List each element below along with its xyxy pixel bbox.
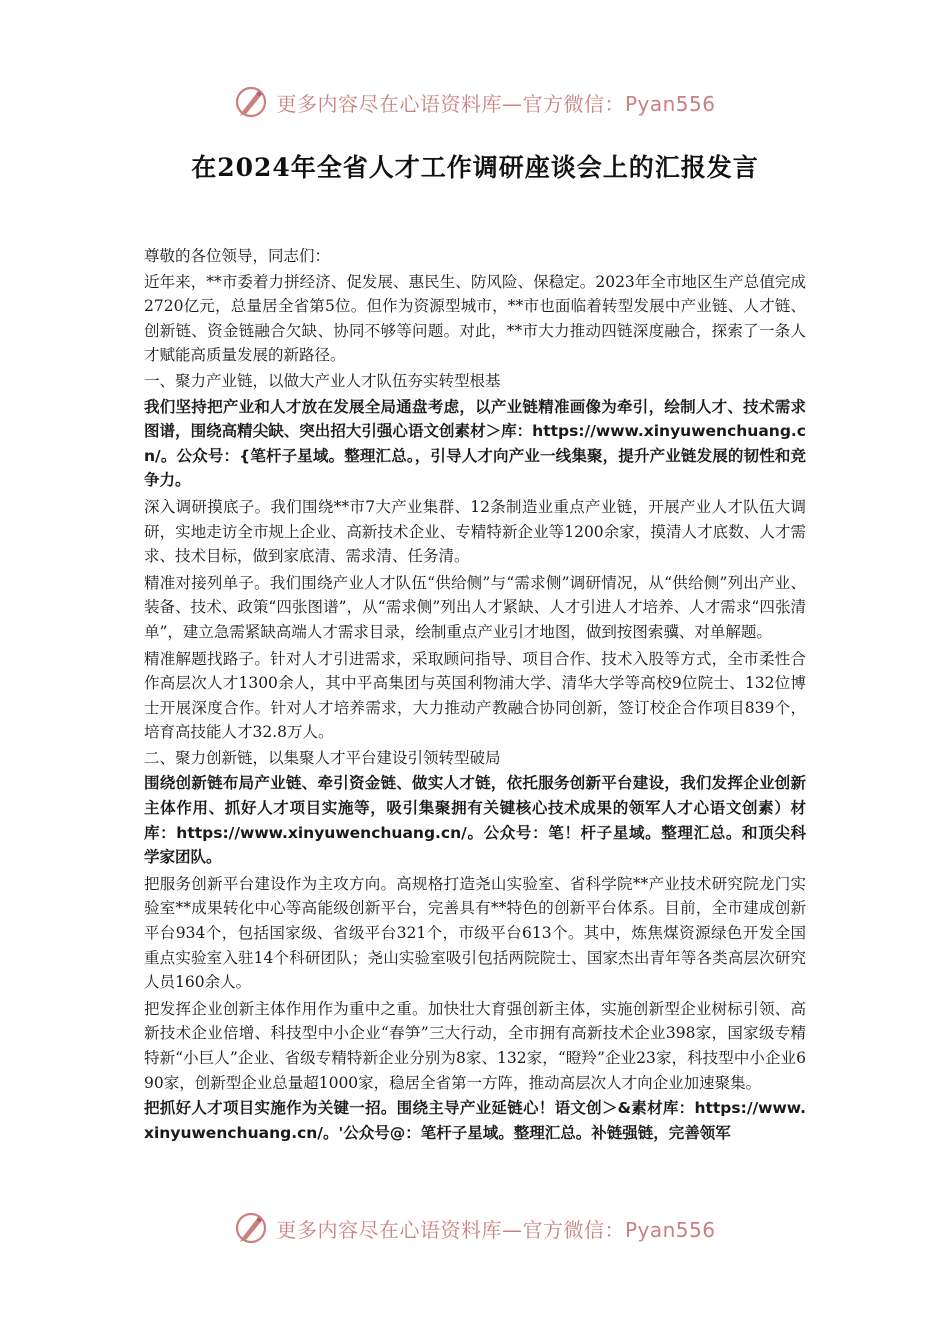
paragraph-platforms: 把服务创新平台建设作为主攻方向。高规格打造尧山实验室、省科学院**产业技术研究院龙门实验室**成果转化中心等高能级创新平台，完善具有**特色的创新平台体系。目前，全市建成创新平台934个，包括国家级、省级平台321个，市级平台613个。其中，炼焦煤资源绿色开发全国重点实验室入驻14个科研团队；尧山实验室吸引包括两院院士、国家杰出青年等各类高层次研究人员160余人。 xyxy=(144,874,806,992)
watermark-text: 更多内容尽在心语资料库—官方微信：Pyan556 xyxy=(276,91,716,116)
pen-logo-icon xyxy=(234,85,268,119)
salutation: 尊敬的各位领导，同志们： xyxy=(144,247,331,265)
header-watermark-banner xyxy=(0,82,950,122)
section-heading-2: 二、聚力创新链，以集聚人才平台建设引领转型破局 xyxy=(144,748,501,767)
pen-logo-icon xyxy=(234,1211,268,1245)
paragraph-survey: 深入调研摸底子。我们围绕**市7大产业集群、12条制造业重点产业链，开展产业人才队伍大调研，实地走访全市规上企业、高新技术企业、专精特新企业等1200余家，摸清人才底数、人才需求、技术目标，做到家底清、需求清、任务清。 xyxy=(144,497,806,566)
document-body xyxy=(144,244,806,1145)
section-1-summary: 我们坚持把产业和人才放在发展全局通盘考虑，以产业链精准画像为牵引，绘制人才、技术需求图谱，围绕高精尖缺、突出招大引强心语文创素材＞库：https://www.xinyuwenchuang.cn/。公众号：{笔杆子星域。整理汇总。，引导人才向产业一线集聚，提升产业链发展的韧性和竞争力。 xyxy=(144,397,806,490)
footer-watermark-banner xyxy=(0,1208,950,1248)
paragraph-matching: 精准对接列单子。我们围绕产业人才队伍“供给侧”与“需求侧”调研情况，从“供给侧”列出产业、装备、技术、政策“四张图谱”，从“需求侧”列出人才紧缺、人才引进人才培养、人才需求“四张清单”，建立急需紧缺高端人才需求目录，绘制重点产业引才地图，做到按图索骥、对单解题。 xyxy=(144,573,806,641)
paragraph-enterprises: 把发挥企业创新主体作用作为重中之重。加快壮大育强创新主体，实施创新型企业树标引领、高新技术企业倍增、科技型中小企业“春笋”三大行动，全市拥有高新技术企业398家，国家级专精特新“小巨人”企业、省级专精特新企业分别为8家、132家，“瞪羚”企业23家，科技型中小企业690家，创新型企业总量超1000家，稳居全省第一方阵，推动高层次人才向企业加速聚集。 xyxy=(144,999,806,1092)
paragraph-talent-projects: 把抓好人才项目实施作为关键一招。围绕主导产业延链心！语文创＞&素材库：https://www.xinyuwenchuang.cn/。'公众号@：笔杆子星域。整理汇总。补链强链，完善领军 xyxy=(144,1099,806,1142)
watermark-text: 更多内容尽在心语资料库—官方微信：Pyan556 xyxy=(276,1217,716,1242)
page-title: 在2024年全省人才工作调研座谈会上的汇报发言 xyxy=(191,153,759,182)
paragraph-solutions: 精准解题找路子。针对人才引进需求，采取顾问指导、项目合作、技术入股等方式，全市柔性合作高层次人才1300余人，其中平高集团与英国利物浦大学、清华大学等高校9位院士、132位博士开展深度合作。针对人才培养需求，大力推动产教融合协同创新，签订校企合作项目839个，培育高技能人才32.8万人。 xyxy=(144,649,806,742)
intro-paragraph: 近年来，**市委着力拼经济、促发展、惠民生、防风险、保稳定。2023年全市地区生产总值完成2720亿元，总量居全省第5位。但作为资源型城市，**市也面临着转型发展中产业链、人才链、创新链、资金链融合欠缺、协同不够等问题。对此，**市大力推动四链深度融合，探索了一条人才赋能高质量发展的新路径。 xyxy=(144,272,806,365)
section-2-summary: 围绕创新链布局产业链、牵引资金链、做实人才链，依托服务创新平台建设，我们发挥企业创新主体作用、抓好人才项目实施等，吸引集聚拥有关键核心技术成果的领军人才心语文创素）材库：https://www.xinyuwenchuang.cn/。公众号：笔！杆子星域。整理汇总。和顶尖科学家团队。 xyxy=(144,774,806,867)
section-heading-1: 一、聚力产业链，以做大产业人才队伍夯实转型根基 xyxy=(144,371,501,390)
